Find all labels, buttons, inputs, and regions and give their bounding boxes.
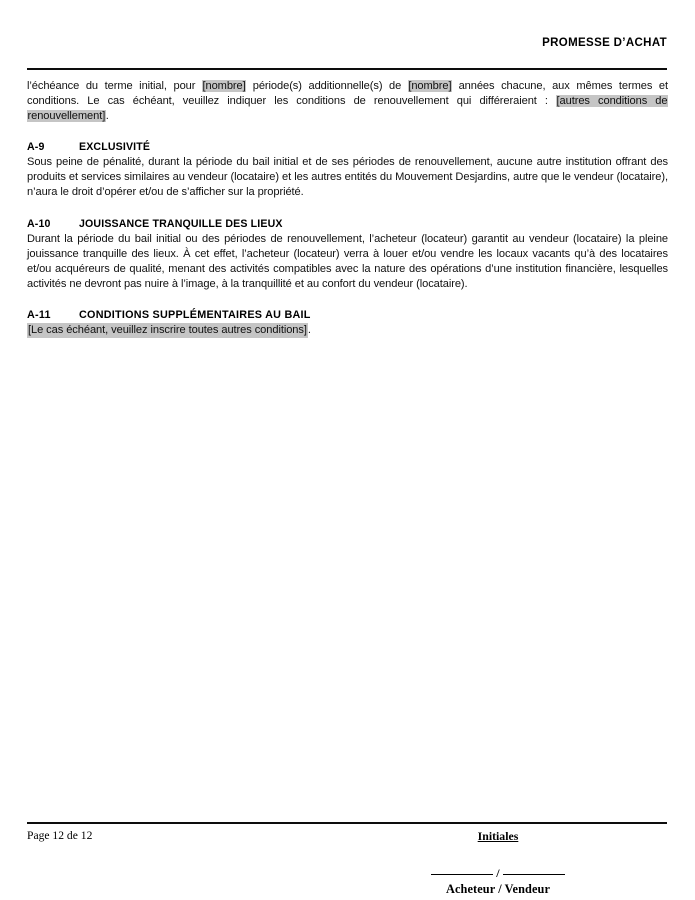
section-a-9-text: Sous peine de pénalité, durant la période du bail initial et de ses périodes de renouvellement, aucune autre institution offrant des produits et services similaires au vendeur (locataire) et les autres entités du Mouvement Desjardins, autre que le vendeur (locataire), n’aura le droit d’opérer et/ou de s’afficher sur la propriété. <box>27 156 668 199</box>
signature-line-acheteur[interactable] <box>431 865 493 875</box>
section-a-9-title: EXCLUSIVITÉ <box>79 141 151 154</box>
section-a-10-text: Durant la période du bail initial ou des périodes de renouvellement, l’acheteur (locateur) garantit au vendeur (locataire) la pleine jouissance tranquille des lieux. À cet effet, l’acheteur (locateur) verra à louer et/ou vendre les locaux vacants qu’à des locataires et/ou acquéreurs de qualité, menant des activités compatibles avec la nature des opérations d’une institution financière, lesquelles activités ne devront pas nuire à l’image, à la tranquillité et au confort du vendeur (locataire). <box>27 232 668 290</box>
section-a-11-code: A-11 <box>27 308 51 321</box>
placeholder-nombre-annees: [nombre] <box>408 80 452 92</box>
section-a-11-heading <box>27 308 668 322</box>
section-a-11 <box>27 308 668 338</box>
section-a-11-text <box>27 323 668 338</box>
initials-block <box>403 827 593 896</box>
footer-divider-rule <box>27 822 667 824</box>
signature-lines <box>403 865 593 880</box>
section-a-9 <box>27 140 668 200</box>
header-divider-rule <box>27 68 667 70</box>
intro-paragraph <box>27 79 668 124</box>
placeholder-nombre-periodes: [nombre] <box>202 80 246 92</box>
page-header <box>27 36 667 56</box>
section-a-11-trailing: . <box>307 323 311 336</box>
placeholder-autres-conditions-renouvellement: [autres conditions de renouvellement] <box>27 95 668 123</box>
section-a-10-code: A-10 <box>27 217 51 230</box>
section-a-10-heading <box>27 217 668 231</box>
intro-text-part-3: années chacune, aux mêmes termes et conditions. Le cas échéant, veuillez indiquer les conditions de renouvellement qui différeraient : <box>27 80 669 108</box>
section-a-10 <box>27 217 668 292</box>
placeholder-autres-conditions: [Le cas échéant, veuillez inscrire toutes autres conditions] <box>27 323 308 338</box>
intro-text-part-2: période(s) additionnelle(s) de <box>246 80 408 92</box>
document-body <box>27 79 668 338</box>
section-a-9-heading <box>27 140 668 154</box>
section-a-10-title: JOUISSANCE TRANQUILLE DES LIEUX <box>79 217 283 230</box>
page-footer <box>27 827 668 897</box>
intro-text-part-4: . <box>105 110 109 123</box>
section-a-9-code: A-9 <box>27 141 45 154</box>
page-title: PROMESSE D’ACHAT <box>542 37 667 49</box>
initials-heading: Initiales <box>477 829 519 843</box>
section-a-11-title: CONDITIONS SUPPLÉMENTAIRES AU BAIL <box>79 308 311 321</box>
signature-separator: / <box>496 866 500 880</box>
signature-roles-label: Acheteur / Vendeur <box>445 882 551 896</box>
signature-line-vendeur[interactable] <box>503 865 565 875</box>
page-number-label: Page 12 de 12 <box>27 829 93 842</box>
intro-text-part-1: l’échéance du terme initial, pour <box>27 80 202 92</box>
